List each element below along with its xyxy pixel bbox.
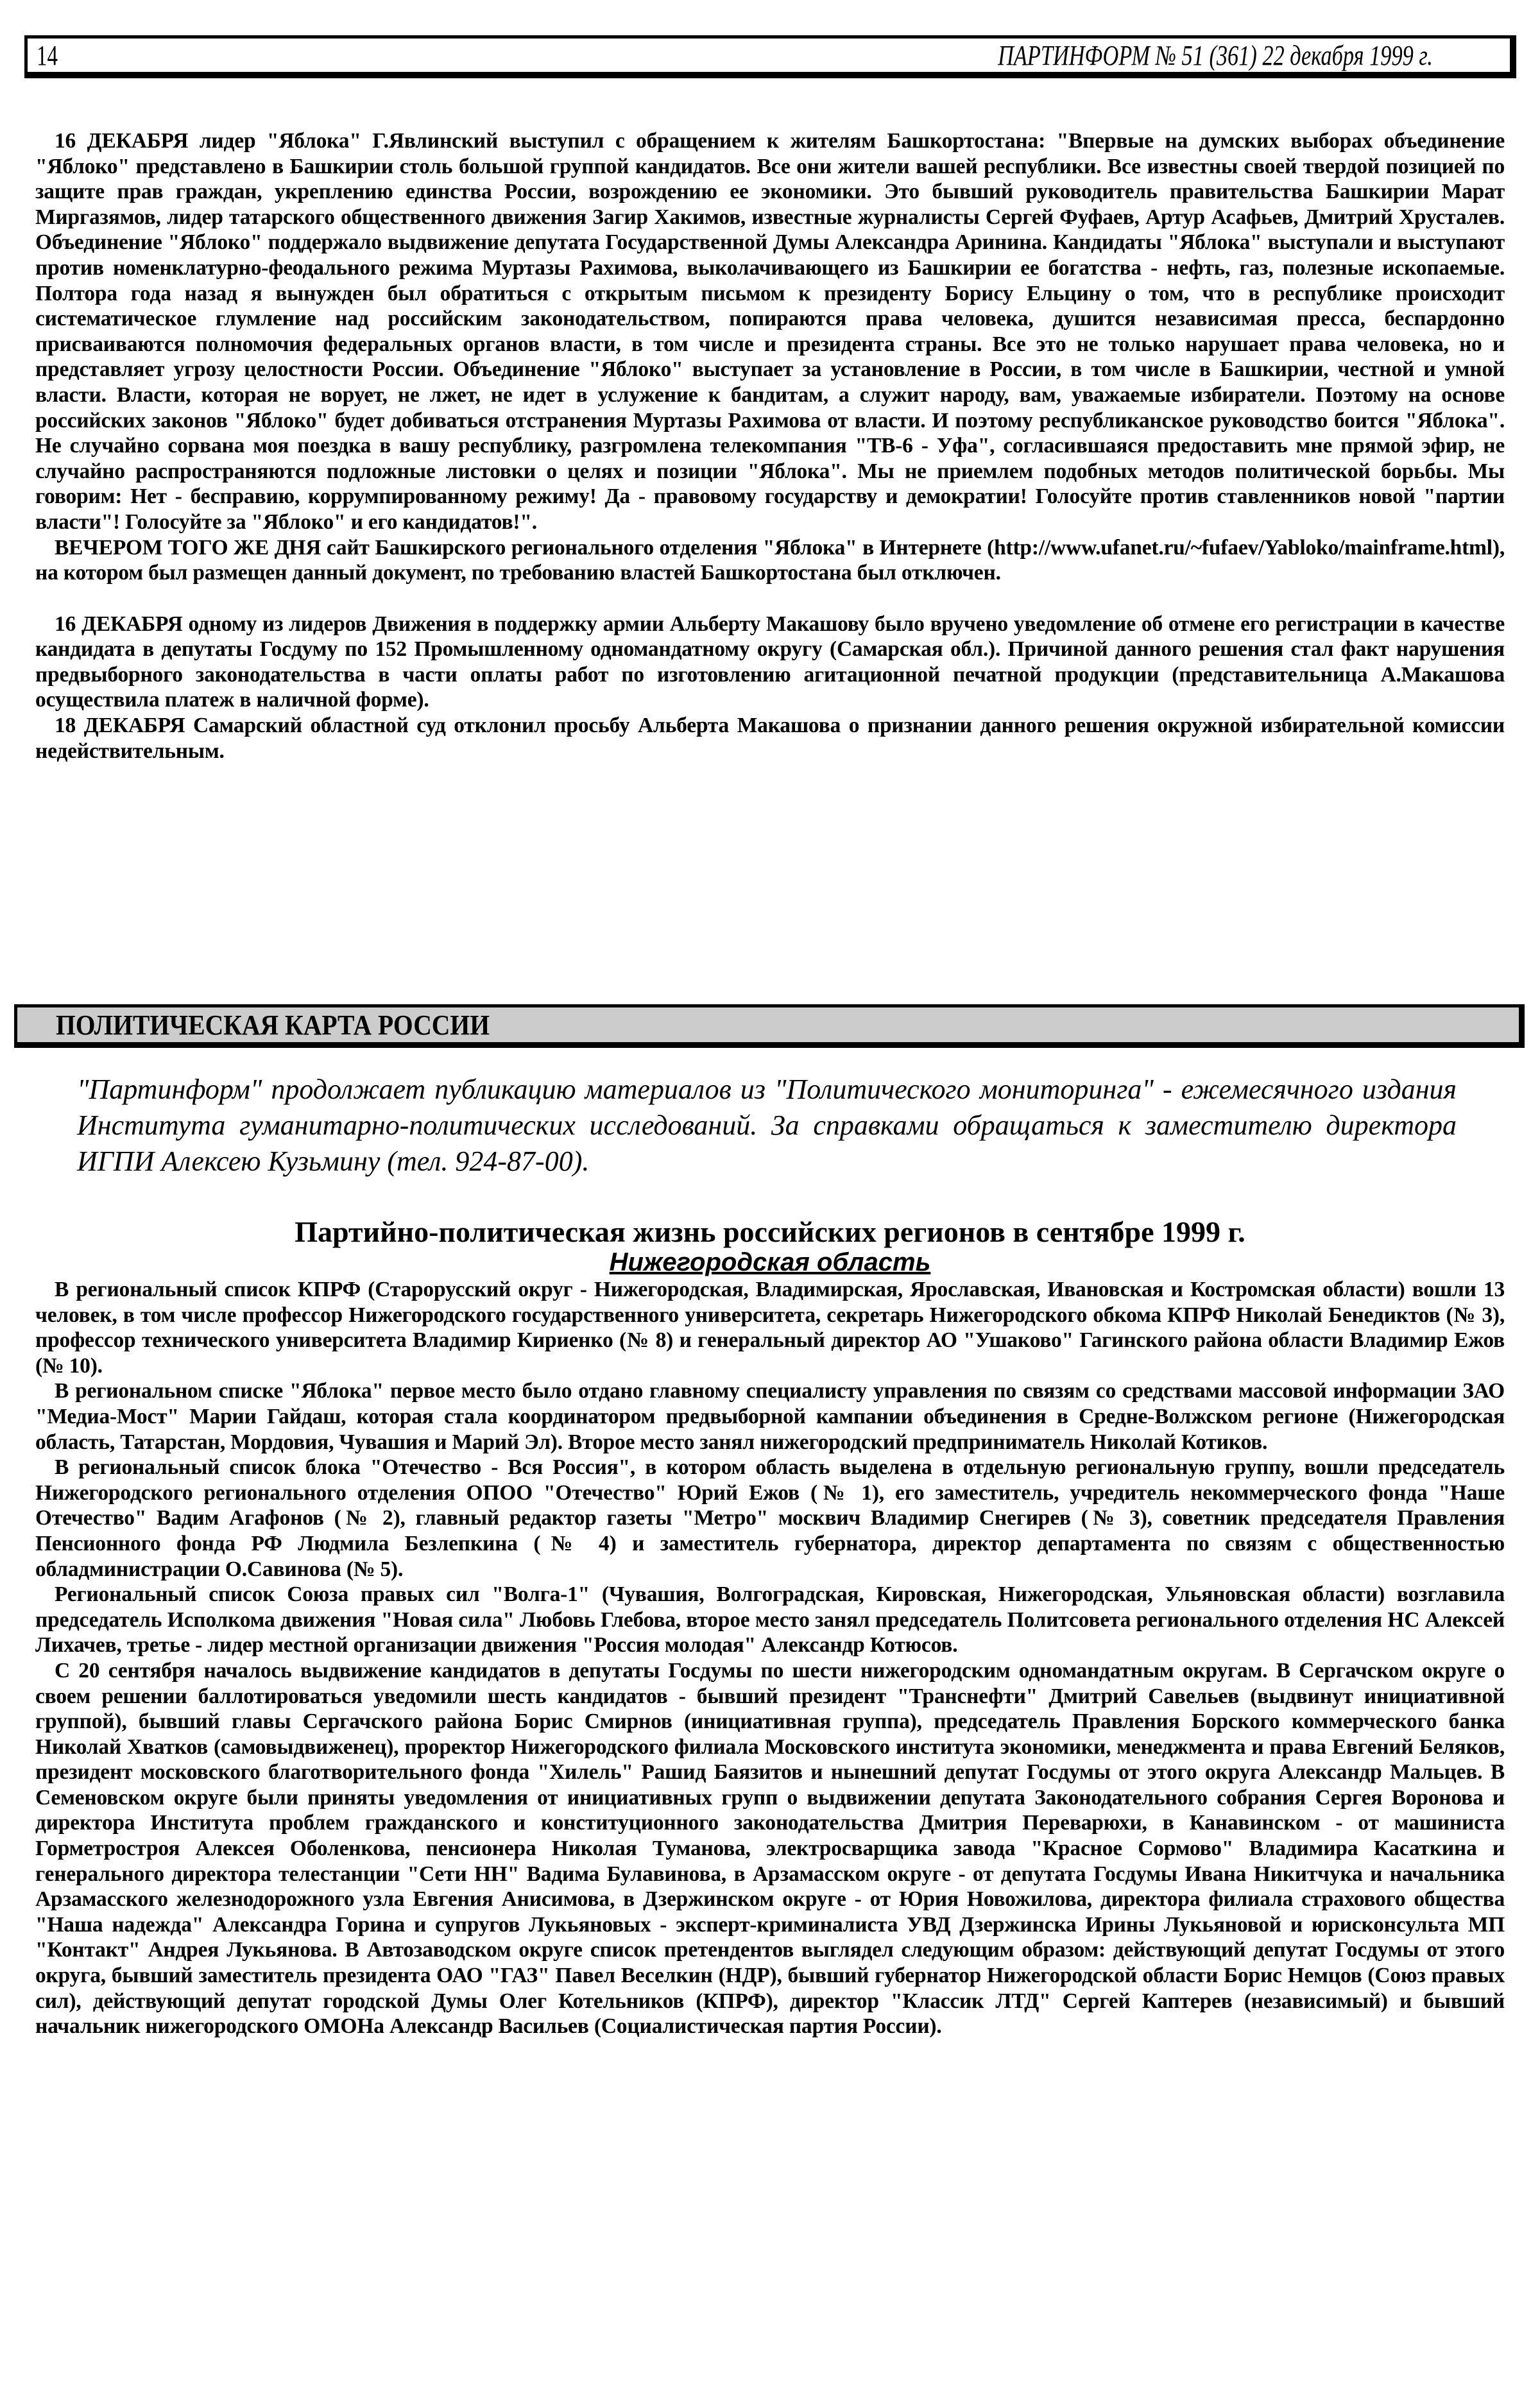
section-intro: "Партинформ" продолжает публикацию материалов из "Политического мониторинга" - ежемесячного издания Института гуманитарно-политических исследований. За справками обращаться к заместителю директора ИГПИ Алексею Кузьмину (тел. 924-87-00). — [77, 1074, 1457, 1177]
article-paragraph: В региональном списке "Яблока" первое место было отдано главному специалисту управления по связям со средствами массовой информации ЗАО "Медиа-Мост" Марии Гайдаш, которая стала координатором предвыборной кампании объединения в Средне-Волжском регионе (Нижегородская область, Татарстан, Мордовия, Чувашия и Марий Эл). Второе место занял нижегородский предприниматель Николай Котиков. — [35, 1379, 1505, 1454]
article-heading: Партийно-политическая жизнь российских регионов в сентябре 1999 г. — [295, 1215, 1245, 1248]
article-paragraph: В региональный список КПРФ (Старорусский округ - Нижегородская, Владимирская, Ярославская, Ивановская и Костромская области) вошли 13 человек, в том числе профессор Нижегородского государственного университета, секретарь Нижегородского обкома КПРФ Николай Бенедиктов (№ 3), профессор технического университета Владимир Кириенко (№ 8) и генеральный директор АО "Ушаково" Гагинского района области Владимир Ежов (№ 10). — [35, 1278, 1505, 1378]
article-paragraph: Региональный список Союза правых сил "Волга-1" (Чувашия, Волгоградская, Кировская, Нижегородская, Ульяновская области) возглавила председатель Исполкома движения "Новая сила" Любовь Глебова, второе место занял председатель Политсовета регионального отделения НС Алексей Лихачев, третье - лидер местной организации движения "Россия молодая" Александр Котюсов. — [35, 1582, 1505, 1658]
news-paragraph: 18 ДЕКАБРЯ Самарский областной суд отклонил просьбу Альберта Макашова о признании данного решения окружной избирательной комиссии недействительным. — [35, 714, 1505, 763]
publication-title: ПАРТИНФОРМ № 51 (361) 22 декабря 1999 г. — [998, 40, 1433, 71]
region-name: Нижегородская область — [609, 1248, 931, 1276]
region-article — [35, 1277, 1505, 2039]
news-paragraph: 16 ДЕКАБРЯ одному из лидеров Движения в поддержку армии Альберту Макашову было вручено уведомление об отмене его регистрации в качестве кандидата в депутаты Госдуму по 152 Промышленному одномандатному округу (Самарская обл.). Причиной данного решения стал факт нарушения предвыборного законодательства в части оплаты работ по изготовлению агитационной печатной продукции (представительница А.Макашова осуществила платеж в наличной форме). — [35, 612, 1505, 712]
page-header — [24, 35, 1516, 78]
page-number: 14 — [37, 40, 58, 71]
section-header — [14, 1004, 1525, 1048]
section-title: ПОЛИТИЧЕСКАЯ КАРТА РОССИИ — [56, 1009, 490, 1041]
news-section — [35, 128, 1505, 764]
news-paragraph: ВЕЧЕРОМ ТОГО ЖЕ ДНЯ сайт Башкирского регионального отделения "Яблока" в Интернете (http://www.ufanet.ru/~fufaev/Yabloko/mainframe.html), на котором был размещен данный документ, по требованию властей Башкортостана был отключен. — [35, 535, 1505, 585]
region-heading — [0, 1248, 1540, 1276]
news-paragraph: 16 ДЕКАБРЯ лидер "Яблока" Г.Явлинский выступил с обращением к жителям Башкортостана: "Впервые на думских выборах объединение "Яблоко" представлено в Башкирии столь большой группой кандидатов. Все они жители вашей республики. Все известны своей твердой позицией по защите прав граждан, укреплению единства России, возрождению ее экономики. Это бывший руководитель правительства Башкирии Марат Миргазямов, лидер татарского общественного движения Загир Хакимов, известные журналисты Сергей Фуфаев, Артур Асафьев, Дмитрий Хрусталев. Объединение "Яблоко" поддержало выдвижение депутата Государственной Думы Александра Аринина. Кандидаты "Яблока" выступали и выступают против номенклатурно-феодального режима Муртазы Рахимова, выколачивающего из Башкирии ее богатства - нефть, газ, полезные ископаемые. Полтора года назад я вынужден был обратиться с открытым письмом к президенту Борису Ельцину о том, что в республике происходит систематическое глумление над российским законодательством, попираются права человека, душится независимая пресса, беспардонно присваиваются полномочия федеральных органов власти, в том числе и президента страны. Все это не только нарушает права человека, но и представляет угрозу целостности России. Объединение "Яблоко" выступает за установление в России, в том числе в Башкирии, честной и умной власти. Власти, которая не ворует, не лжет, не идет в услужение к бандитам, а служит народу, вам, уважаемые избиратели. Поэтому на основе российских законов "Яблоко" будет добиваться отстранения Муртазы Рахимова от власти. И поэтому республиканское руководство боится "Яблока". Не случайно сорвана моя поездка в вашу республику, разгромлена телекомпания "ТВ-6 - Уфа", согласившаяся предоставить мне прямой эфир, не случайно распространяются подложные листовки о целях и позиции "Яблока". Мы не приемлем подобных методов политической борьбы. Мы говорим: Нет - бесправию, коррумпированному режиму! Да - правовому государству и демократии! Голосуйте против ставленников новой "партии власти"! Голосуйте за "Яблоко" и его кандидатов!". — [35, 129, 1505, 534]
article-paragraph: С 20 сентября началось выдвижение кандидатов в депутаты Госдумы по шести нижегородским одномандатным округам. В Сергачском округе о своем решении баллотироваться уведомили шесть кандидатов - бывший президент "Транснефти" Дмитрий Савельев (выдвинут инициативной группой), бывший главы Сергачского района Борис Смирнов (инициативная группа), председатель Правления Борского коммерческого банка Николай Хватков (самовыдвиженец), проректор Нижегородского филиала Московского института экономики, менеджмента и права Евгений Беляков, президент московского благотворительного фонда "Хилель" Рашид Баязитов и нынешний депутат Госдумы от этого округа Александр Мальцев. В Семеновском округе были приняты уведомления от инициативных групп о выдвижении депутата Законодательного собрания Сергея Воронова и директора Института проблем гражданского и конституционного законодательства Дмитрия Переварюхи, в Канавинском - от машиниста Горметростроя Алексея Оболенкова, пенсионера Николая Туманова, электросварщика завода "Красное Сормово" Владимира Касаткина и генерального директора телестанции "Сети НН" Вадима Булавинова, в Арзамасском округе - от депутата Госдумы Ивана Никитчука и начальника Арзамасского железнодорожного узла Евгения Анисимова, в Дзержинском округе - от Юрия Новожилова, директора филиала страхового общества "Наша надежда" Александра Горина и супругов Лукьяновых - эксперт-криминалиста УВД Дзержинска Ирины Лукьяновой и юрисконсульта МП "Контакт" Андрея Лукьянова. В Автозаводском округе список претендентов выглядел следующим образом: действующий депутат Госдумы от этого округа, бывший заместитель президента ОАО "ГАЗ" Павел Веселкин (НДР), бывший губернатор Нижегородской области Борис Немцов (Союз правых сил), действующий депутат городской Думы Олег Котельников (КПРФ), директор "Классик ЛТД" Сергей Каптерев (независимый) и бывший начальник нижегородского ОМОНа Александр Васильев (Социалистическая партия России). — [35, 1658, 1505, 2039]
article-paragraph: В региональный список блока "Отечество - Вся Россия", в котором область выделена в отдельную региональную группу, вошли председатель Нижегородского регионального отделения ОПОО "Отечество" Юрий Ежов (№ 1), его заместитель, учредитель некоммерческого фонда "Наше Отечество" Вадим Агафонов (№ 2), главный редактор газеты "Метро" москвич Владимир Снегирев (№ 3), советник председателя Правления Пенсионного фонда РФ Людмила Безлепкина (№ 4) и заместитель губернатора, директор департамента по связям с общественностью обладминистрации О.Савинова (№ 5). — [35, 1455, 1505, 1581]
